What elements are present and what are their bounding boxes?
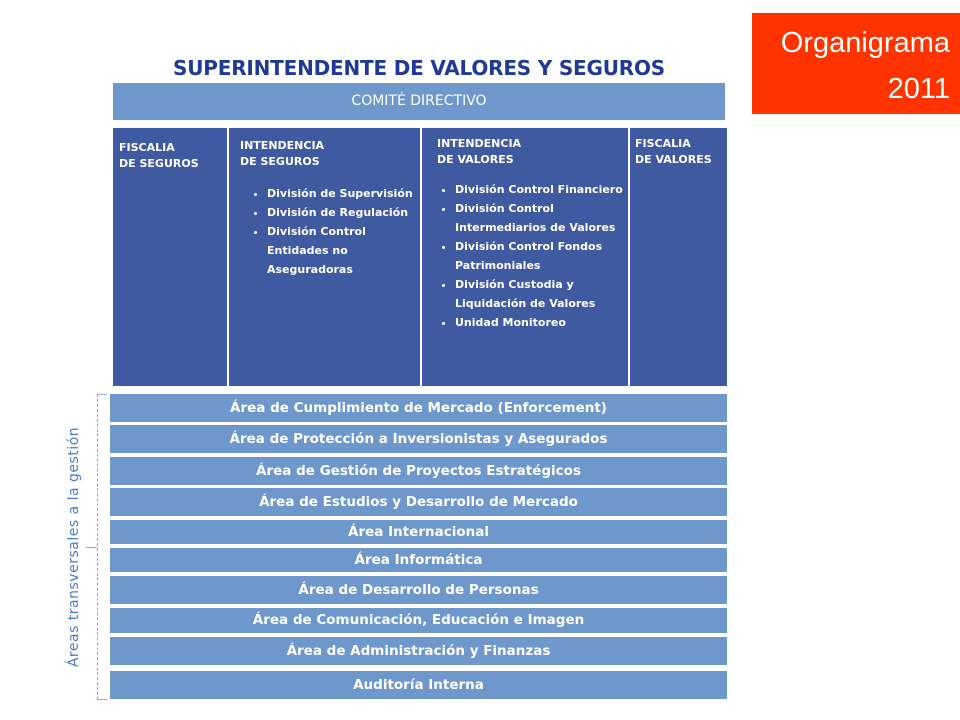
page-title: SUPERINTENDENTE DE VALORES Y SEGUROS <box>173 56 665 80</box>
intendencia-valores-title-1: INTENDENCIA <box>437 137 522 150</box>
list-item: • División Control Intermediarios de Valores <box>455 199 628 237</box>
area-estudios: Área de Estudios y Desarrollo de Mercado <box>110 488 727 516</box>
intendencia-seguros-box <box>229 128 420 386</box>
list-item: • División Control Entidades no Aseguradoras <box>267 222 420 279</box>
fiscalia-seguros-title-1: FISCALIA <box>119 141 175 154</box>
fiscalia-valores-box <box>630 128 727 386</box>
area-personas: Área de Desarrollo de Personas <box>110 576 727 604</box>
intendencia-valores-title-2: DE VALORES <box>437 153 514 166</box>
area-proyectos: Área de Gestión de Proyectos Estratégicos <box>110 457 727 485</box>
list-item: • División Control Fondos Patrimoniales <box>455 237 628 275</box>
list-item: • División Control Financiero <box>455 180 628 199</box>
intendencia-seguros-title-2: DE SEGUROS <box>240 155 320 168</box>
area-administracion: Área de Administración y Finanzas <box>110 637 727 665</box>
area-comunicacion: Área de Comunicación, Educación e Imagen <box>110 608 727 633</box>
area-proteccion: Área de Protección a Inversionistas y Asegurados <box>110 425 727 453</box>
list-item: • División de Supervisión <box>267 184 420 203</box>
area-cumplimiento: Área de Cumplimiento de Mercado (Enforcement) <box>110 394 727 422</box>
badge-title: Organigrama <box>780 27 950 59</box>
area-auditoria: Auditoría Interna <box>110 671 727 699</box>
area-internacional: Área Internacional <box>110 520 727 544</box>
fiscalia-valores-title-1: FISCALIA <box>635 137 691 150</box>
intendencia-valores-box <box>422 128 628 386</box>
intendencia-seguros-title-1: INTENDENCIA <box>240 139 325 152</box>
list-item: • Unidad Monitoreo <box>455 313 628 332</box>
badge-year: 2011 <box>887 73 950 105</box>
fiscalia-seguros-title-2: DE SEGUROS <box>119 157 199 170</box>
list-item: • División de Regulación <box>267 203 420 222</box>
area-informatica: Área Informática <box>110 548 727 572</box>
intendencia-valores-list <box>437 180 628 332</box>
year-badge <box>752 13 960 114</box>
transversal-bracket <box>97 394 107 700</box>
list-item: • División Custodia y Liquidación de Valores <box>455 275 628 313</box>
committee-box: COMITÉ DIRECTIVO <box>113 83 725 120</box>
fiscalia-seguros-box <box>113 128 227 386</box>
intendencia-seguros-list <box>240 184 420 279</box>
bracket-tick <box>86 547 97 548</box>
transversal-label: Áreas transversales a la gestión <box>66 426 82 668</box>
fiscalia-valores-title-2: DE VALORES <box>635 153 712 166</box>
